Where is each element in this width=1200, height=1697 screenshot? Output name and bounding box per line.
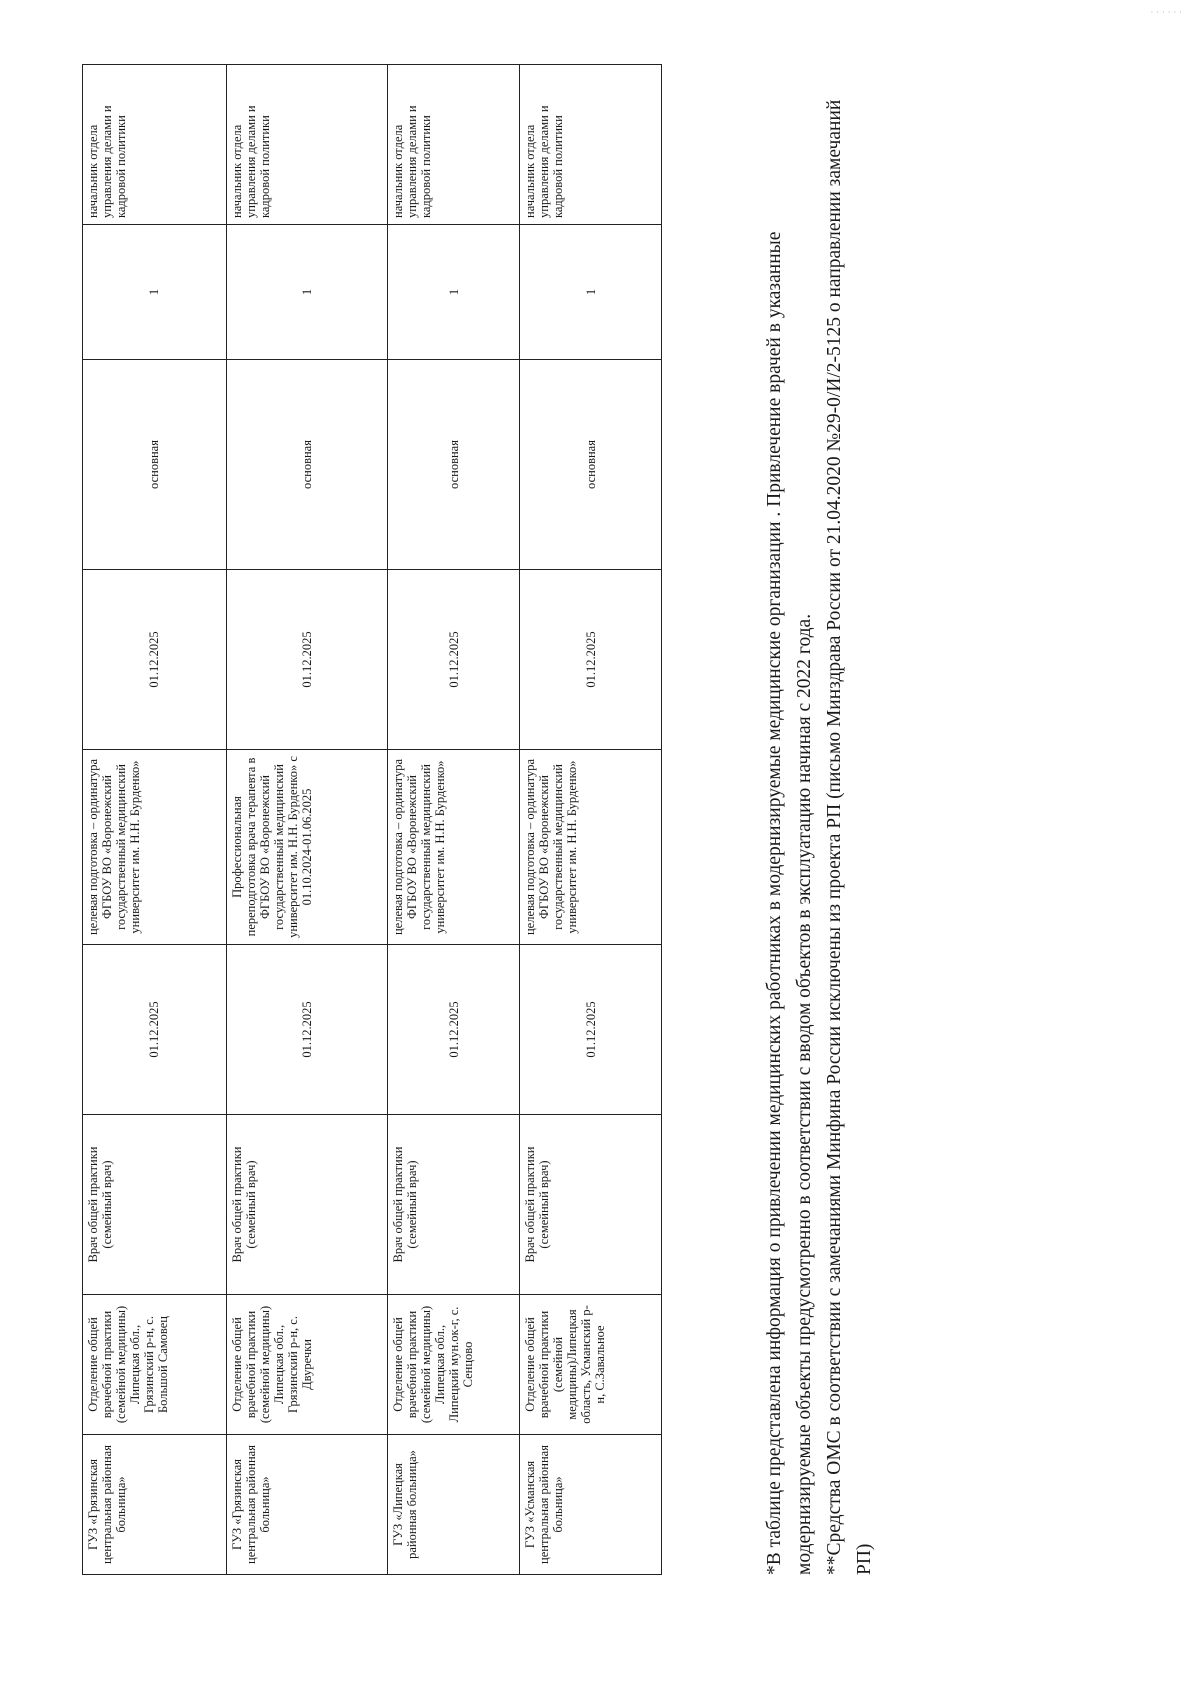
employment-type-cell: основная	[387, 360, 520, 570]
count-cell: 1	[226, 225, 387, 360]
responsible-cell: начальник отдела управления делами и кадровой политики	[226, 65, 387, 225]
unit-cell: Отделение общей врачебной практики (семейной медицины) Липецкая обл., Липецкий мун.ок-г, с. Сенцово	[387, 1295, 520, 1435]
start-date-cell: 01.12.2025	[83, 945, 227, 1115]
position-cell: Врач общей практики (семейный врач)	[226, 1115, 387, 1295]
count-cell: 1	[83, 225, 227, 360]
training-source-cell: целевая подготовка – ординатура ФГБОУ ВО «Воронежский государственный медицинский университет им. Н.Н. Бурденко»	[520, 750, 662, 945]
hire-date-cell: 01.12.2025	[226, 570, 387, 750]
employment-type-cell: основная	[226, 360, 387, 570]
unit-cell: Отделение общей врачебной практики (семейной медицины)Липецкая область, Усманский р-н, С.Завальное	[520, 1295, 662, 1435]
unit-cell: Отделение общей врачебной практики (семейной медицины) Липецкая обл., Грязинский р-н, с. Большой Самовец	[83, 1295, 227, 1435]
position-cell: Врач общей практики (семейный врач)	[83, 1115, 227, 1295]
org-cell: ГУЗ «Грязинская центральная районная больница»	[226, 1435, 387, 1575]
training-source-cell: целевая подготовка – ординатура ФГБОУ ВО «Воронежский государственный медицинский университет им. Н.Н. Бурденко»	[387, 750, 520, 945]
employment-type-cell: основная	[83, 360, 227, 570]
footnotes	[760, 95, 880, 1575]
footnote-2: **Средства ОМС в соответствии с замечаниями Минфина России исключены из проекта РП (письмо Минздрава России от 21.04.2020 №29-0/И/2-5125 о направлении замечаний РП)	[824, 99, 875, 1575]
workforce-table	[82, 64, 662, 1575]
hire-date-cell: 01.12.2025	[520, 570, 662, 750]
hire-date-cell: 01.12.2025	[83, 570, 227, 750]
training-source-cell: целевая подготовка – ординатура ФГБОУ ВО «Воронежский государственный медицинский университет им. Н.Н. Бурденко»	[83, 750, 227, 945]
table-row	[387, 65, 520, 1575]
position-cell: Врач общей практики (семейный врач)	[387, 1115, 520, 1295]
start-date-cell: 01.12.2025	[387, 945, 520, 1115]
responsible-cell: начальник отдела управления делами и кадровой политики	[83, 65, 227, 225]
org-cell: ГУЗ «Усманская центральная районная больница»	[520, 1435, 662, 1575]
position-cell: Врач общей практики (семейный врач)	[520, 1115, 662, 1295]
start-date-cell: 01.12.2025	[520, 945, 662, 1115]
hire-date-cell: 01.12.2025	[387, 570, 520, 750]
unit-cell: Отделение общей врачебной практики (семейной медицины) Липецкая обл., Грязинский р-н, с. Двуречки	[226, 1295, 387, 1435]
corner-scan-mark: · · · · · ·	[1150, 8, 1182, 18]
training-source-cell: Профессиональная переподготовка врача терапевта в ФГБОУ ВО «Воронежский государственный медицинский университет им. Н.Н. Бурденко» с 01.10.2024-01.06.2025	[226, 750, 387, 945]
employment-type-cell: основная	[520, 360, 662, 570]
responsible-cell: начальник отдела управления делами и кадровой политики	[520, 65, 662, 225]
responsible-cell: начальник отдела управления делами и кадровой политики	[387, 65, 520, 225]
footnote-1: *В таблице представлена информация о привлечении медицинских работниках в модернизируемые медицинские организации . Привлечение врачей в указанные модернизируемые объекты предусмотренно в соответствии с вводом объектов в эксплуатацию начиная с 2022 года.	[764, 231, 815, 1575]
table-row	[83, 65, 227, 1575]
table-row	[226, 65, 387, 1575]
count-cell: 1	[520, 225, 662, 360]
table-body	[83, 65, 662, 1575]
org-cell: ГУЗ «Грязинская центральная районная больница»	[83, 1435, 227, 1575]
org-cell: ГУЗ «Липецкая районная больница»	[387, 1435, 520, 1575]
table-row	[520, 65, 662, 1575]
count-cell: 1	[387, 225, 520, 360]
start-date-cell: 01.12.2025	[226, 945, 387, 1115]
